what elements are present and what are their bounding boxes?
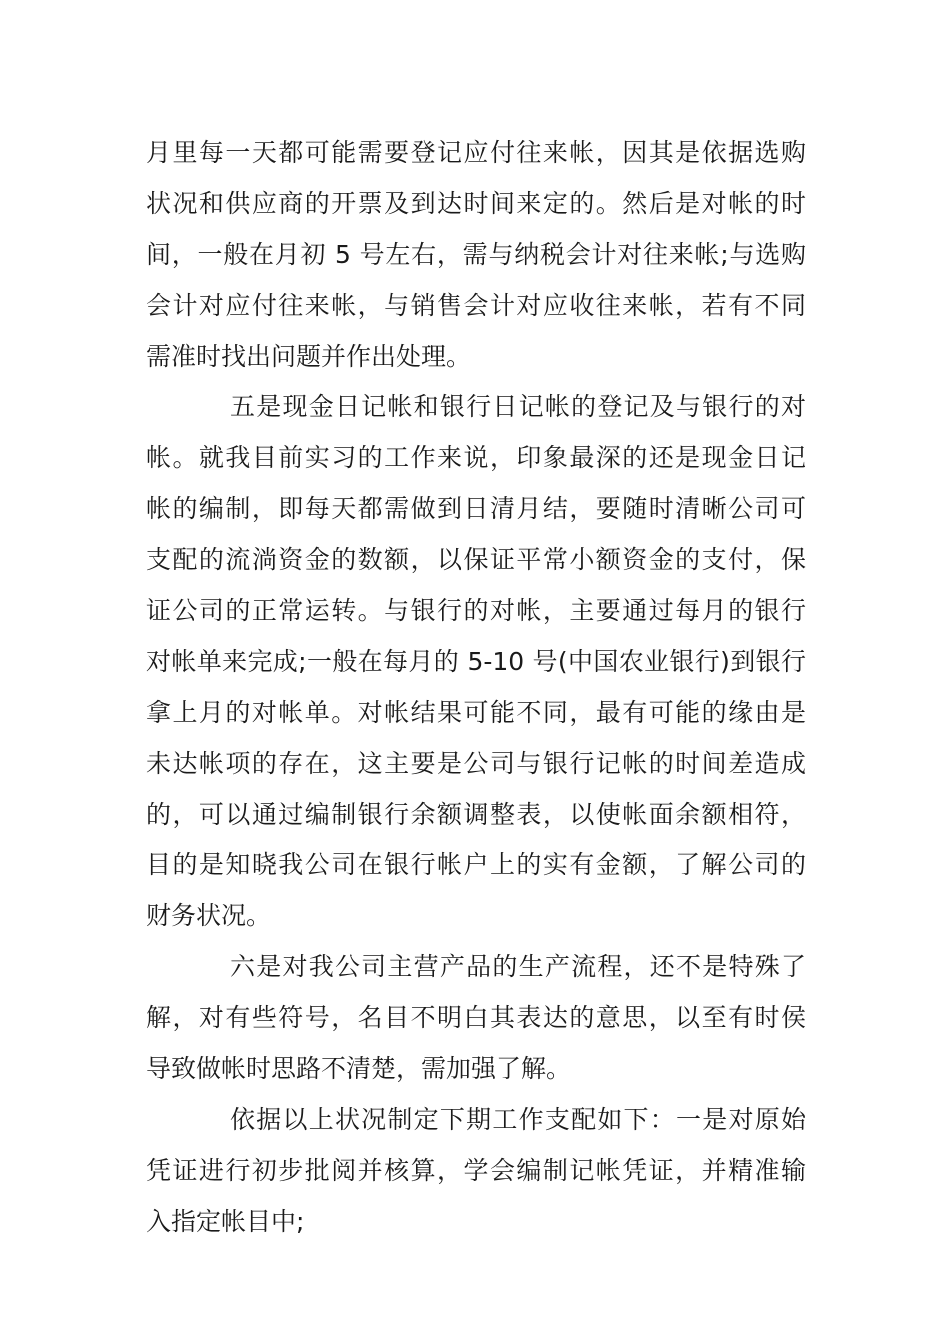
text-line: 需准时找出问题并作出处理。 [146, 341, 472, 371]
text-line: 帐。就我目前实习的工作来说，印象最深的还是现金日记 [146, 443, 806, 473]
text-line: 解，对有些符号，名目不明白其表达的意思，以至有时侯 [146, 1003, 806, 1033]
text-line: 依据以上状况制定下期工作支配如下：一是对原始 [230, 1104, 806, 1134]
text-line: 五是现金日记帐和银行日记帐的登记及与银行的对 [230, 392, 806, 422]
text-line: 帐的编制，即每天都需做到日清月结，要随时清晰公司可 [146, 494, 806, 524]
paragraph [146, 1095, 806, 1248]
text-line: 状况和供应商的开票及到达时间来定的。然后是对帐的时 [146, 188, 806, 218]
text-line: 的，可以通过编制银行余额调整表，以使帐面余额相符， [146, 799, 806, 829]
text-line: 财务状况。 [146, 901, 272, 931]
text-line: 拿上月的对帐单。对帐结果可能不同，最有可能的缘由是 [146, 697, 806, 727]
text-line: 支配的流淌资金的数额，以保证平常小额资金的支付，保 [146, 545, 806, 575]
text-line: 导致做帐时思路不清楚，需加强了解。 [146, 1054, 572, 1084]
text-line: 月里每一天都可能需要登记应付往来帐，因其是依据选购 [146, 138, 806, 167]
text-line: 入指定帐目中; [146, 1206, 305, 1236]
document-body [146, 128, 806, 1248]
text-line: 六是对我公司主营产品的生产流程，还不是特殊了 [230, 952, 806, 982]
text-line: 会计对应付往来帐，与销售会计对应收往来帐，若有不同 [146, 290, 806, 320]
text-line: 凭证进行初步批阅并核算，学会编制记帐凭证，并精准输 [146, 1155, 806, 1185]
paragraph [146, 382, 806, 942]
paragraph [146, 128, 806, 382]
text-line: 未达帐项的存在，这主要是公司与银行记帐的时间差造成 [146, 748, 806, 778]
text-line: 间，一般在月初 5 号左右，需与纳税会计对往来帐;与选购 [146, 239, 806, 269]
paragraph [146, 942, 806, 1095]
text-line: 目的是知晓我公司在银行帐户上的实有金额，了解公司的 [146, 850, 806, 880]
text-line: 证公司的正常运转。与银行的对帐，主要通过每月的银行 [146, 596, 806, 626]
text-line: 对帐单来完成;一般在每月的 5-10 号(中国农业银行)到银行 [146, 646, 806, 676]
